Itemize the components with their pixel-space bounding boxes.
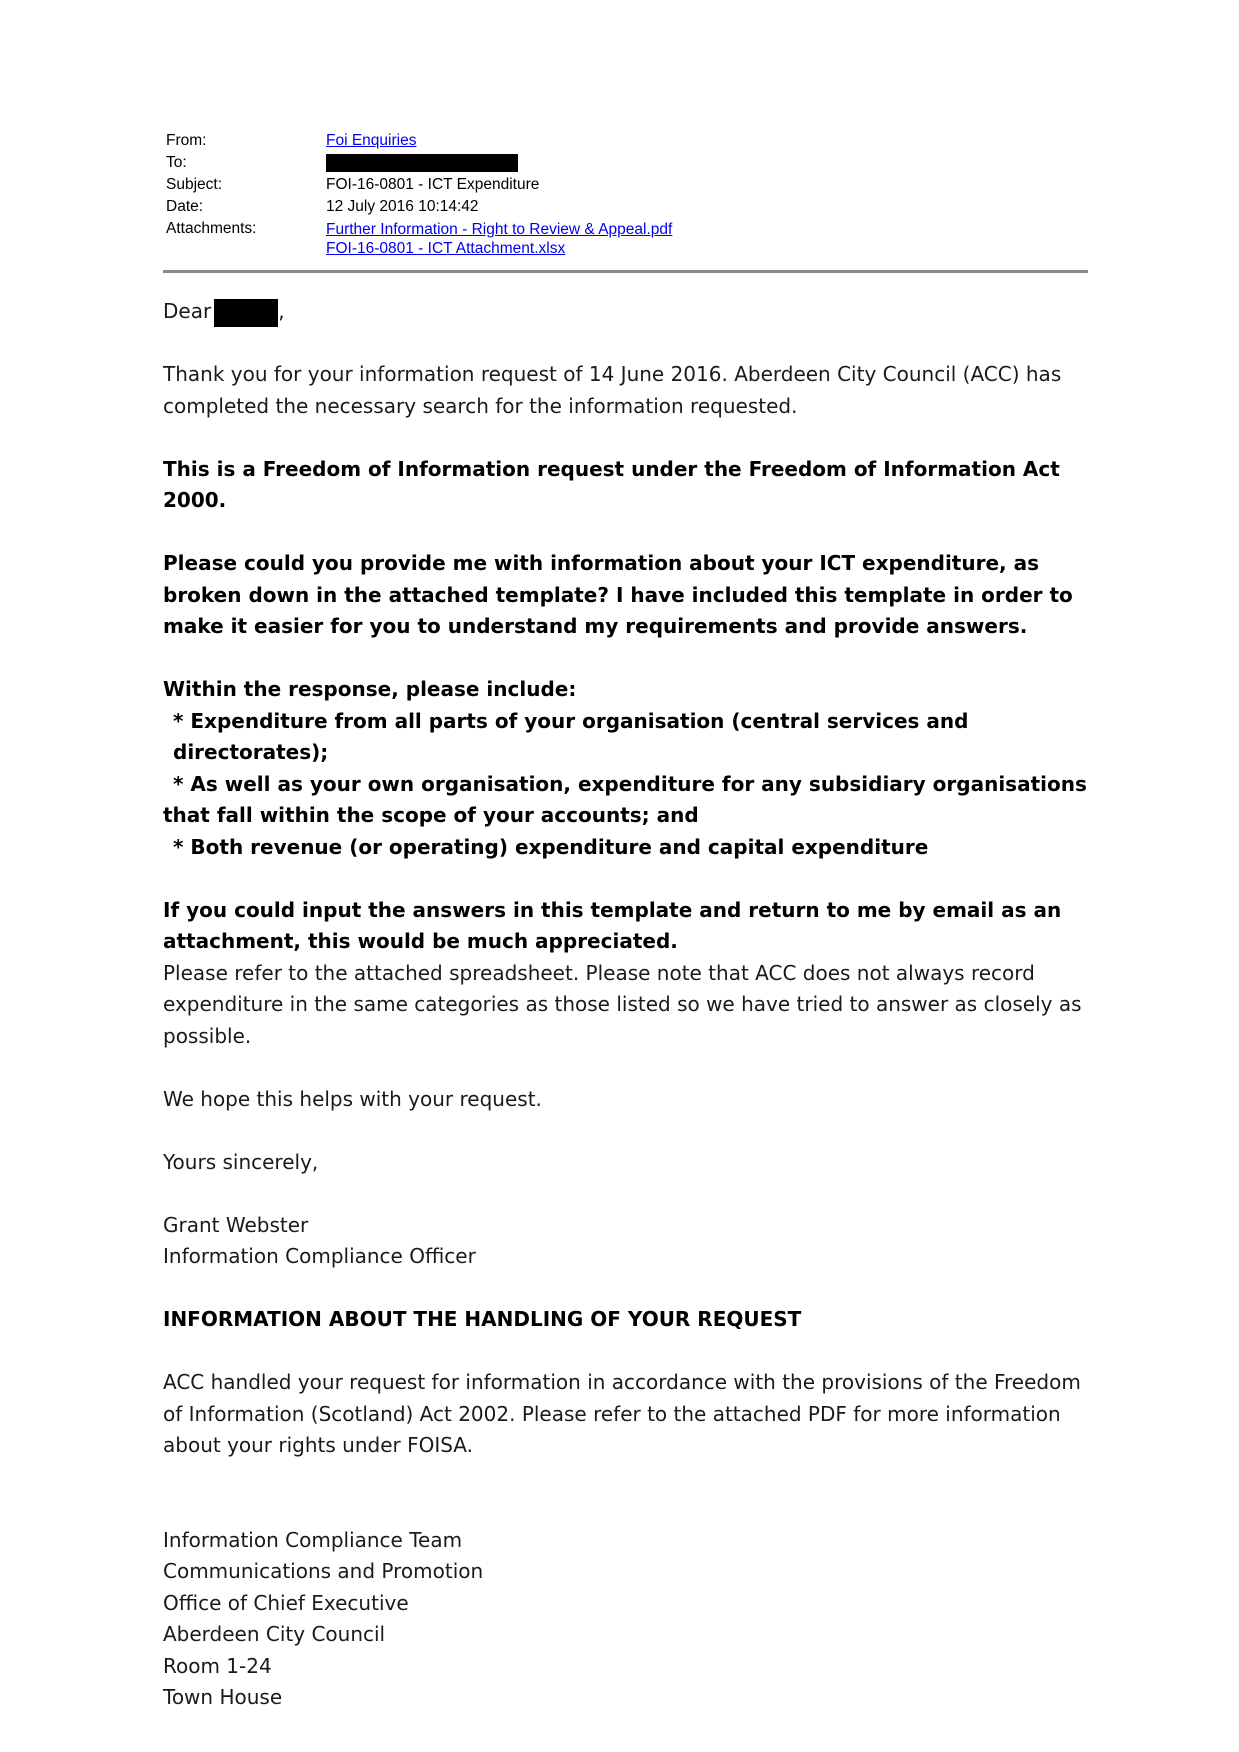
bullet-revenue: * Both revenue (or operating) expenditure and capital expenditure [173, 834, 929, 859]
intro-paragraph: Thank you for your information request of 14 June 2016. Aberdeen City Council (ACC) has completed the necessary search for the information requested. [163, 362, 1062, 418]
subject-value: FOI-16-0801 - ICT Expenditure [326, 176, 540, 193]
to-label: To: [166, 154, 187, 171]
closing-line: Yours sincerely, [163, 1149, 319, 1174]
salutation-line [163, 296, 1093, 328]
template-request: If you could input the answers in this template and return to me by email as an attachment, this would be much appreciated. [163, 897, 1062, 953]
attachment-link-xlsx[interactable]: FOI-16-0801 - ICT Attachment.xlsx [326, 240, 566, 257]
address-line: Information Compliance Team [163, 1527, 463, 1552]
hope-line: We hope this helps with your request. [163, 1086, 542, 1111]
handling-heading: INFORMATION ABOUT THE HANDLING OF YOUR REQUEST [163, 1307, 802, 1331]
redacted-recipient [326, 154, 518, 172]
within-heading: Within the response, please include: [163, 677, 577, 701]
address-line: Office of Chief Executive [163, 1590, 409, 1615]
attachment-link-pdf[interactable]: Further Information - Right to Review & Appeal.pdf [326, 221, 673, 238]
redacted-name [214, 299, 278, 327]
from-row [166, 130, 1086, 152]
address-line: Aberdeen City Council [163, 1622, 386, 1646]
address-line: Communications and Promotion [163, 1559, 484, 1583]
header-divider [163, 270, 1088, 273]
address-line: Town House [163, 1685, 283, 1709]
address-line: Room 1-24 [163, 1653, 272, 1678]
letter-body [163, 296, 1093, 1714]
from-link[interactable]: Foi Enquiries [326, 132, 417, 149]
email-header [166, 130, 1086, 258]
bullet-expenditure: * Expenditure from all parts of your organisation (central services and directorates); [173, 708, 969, 764]
salutation-comma: , [278, 299, 285, 323]
attachments-row [166, 218, 1086, 258]
signer-title: Information Compliance Officer [163, 1244, 476, 1268]
to-row [166, 152, 1086, 174]
handling-paragraph: ACC handled your request for information in accordance with the provisions of the Freedom of Information (Scotland) Act 2002. Please refer to the attached PDF for more information about your rights under FOISA. [163, 1370, 1081, 1457]
date-label: Date: [166, 198, 204, 215]
from-label: From: [166, 132, 207, 149]
request-line: This is a Freedom of Information request under the Freedom of Information Act 2000. [163, 456, 1060, 512]
date-row [166, 196, 1086, 218]
salutation: Dear [163, 299, 212, 323]
subject-row [166, 174, 1086, 196]
request-paragraph: Please could you provide me with information about your ICT expenditure, as broken down in the attached template? I have included this template in order to make it easier for you to understand my requirements and provide answers. [163, 551, 1073, 638]
signer-name: Grant Webster [163, 1212, 309, 1237]
bullet-subsidiary: * As well as your own organisation, expenditure for any subsidiary organisations that fall within the scope of your accounts; and [163, 771, 1087, 827]
attachments-label: Attachments: [166, 220, 257, 237]
date-value: 12 July 2016 10:14:42 [326, 198, 479, 215]
response-paragraph: Please refer to the attached spreadsheet. Please note that ACC does not always record expenditure in the same categories as those listed so we have tried to answer as closely as possible. [163, 960, 1082, 1048]
subject-label: Subject: [166, 176, 223, 193]
